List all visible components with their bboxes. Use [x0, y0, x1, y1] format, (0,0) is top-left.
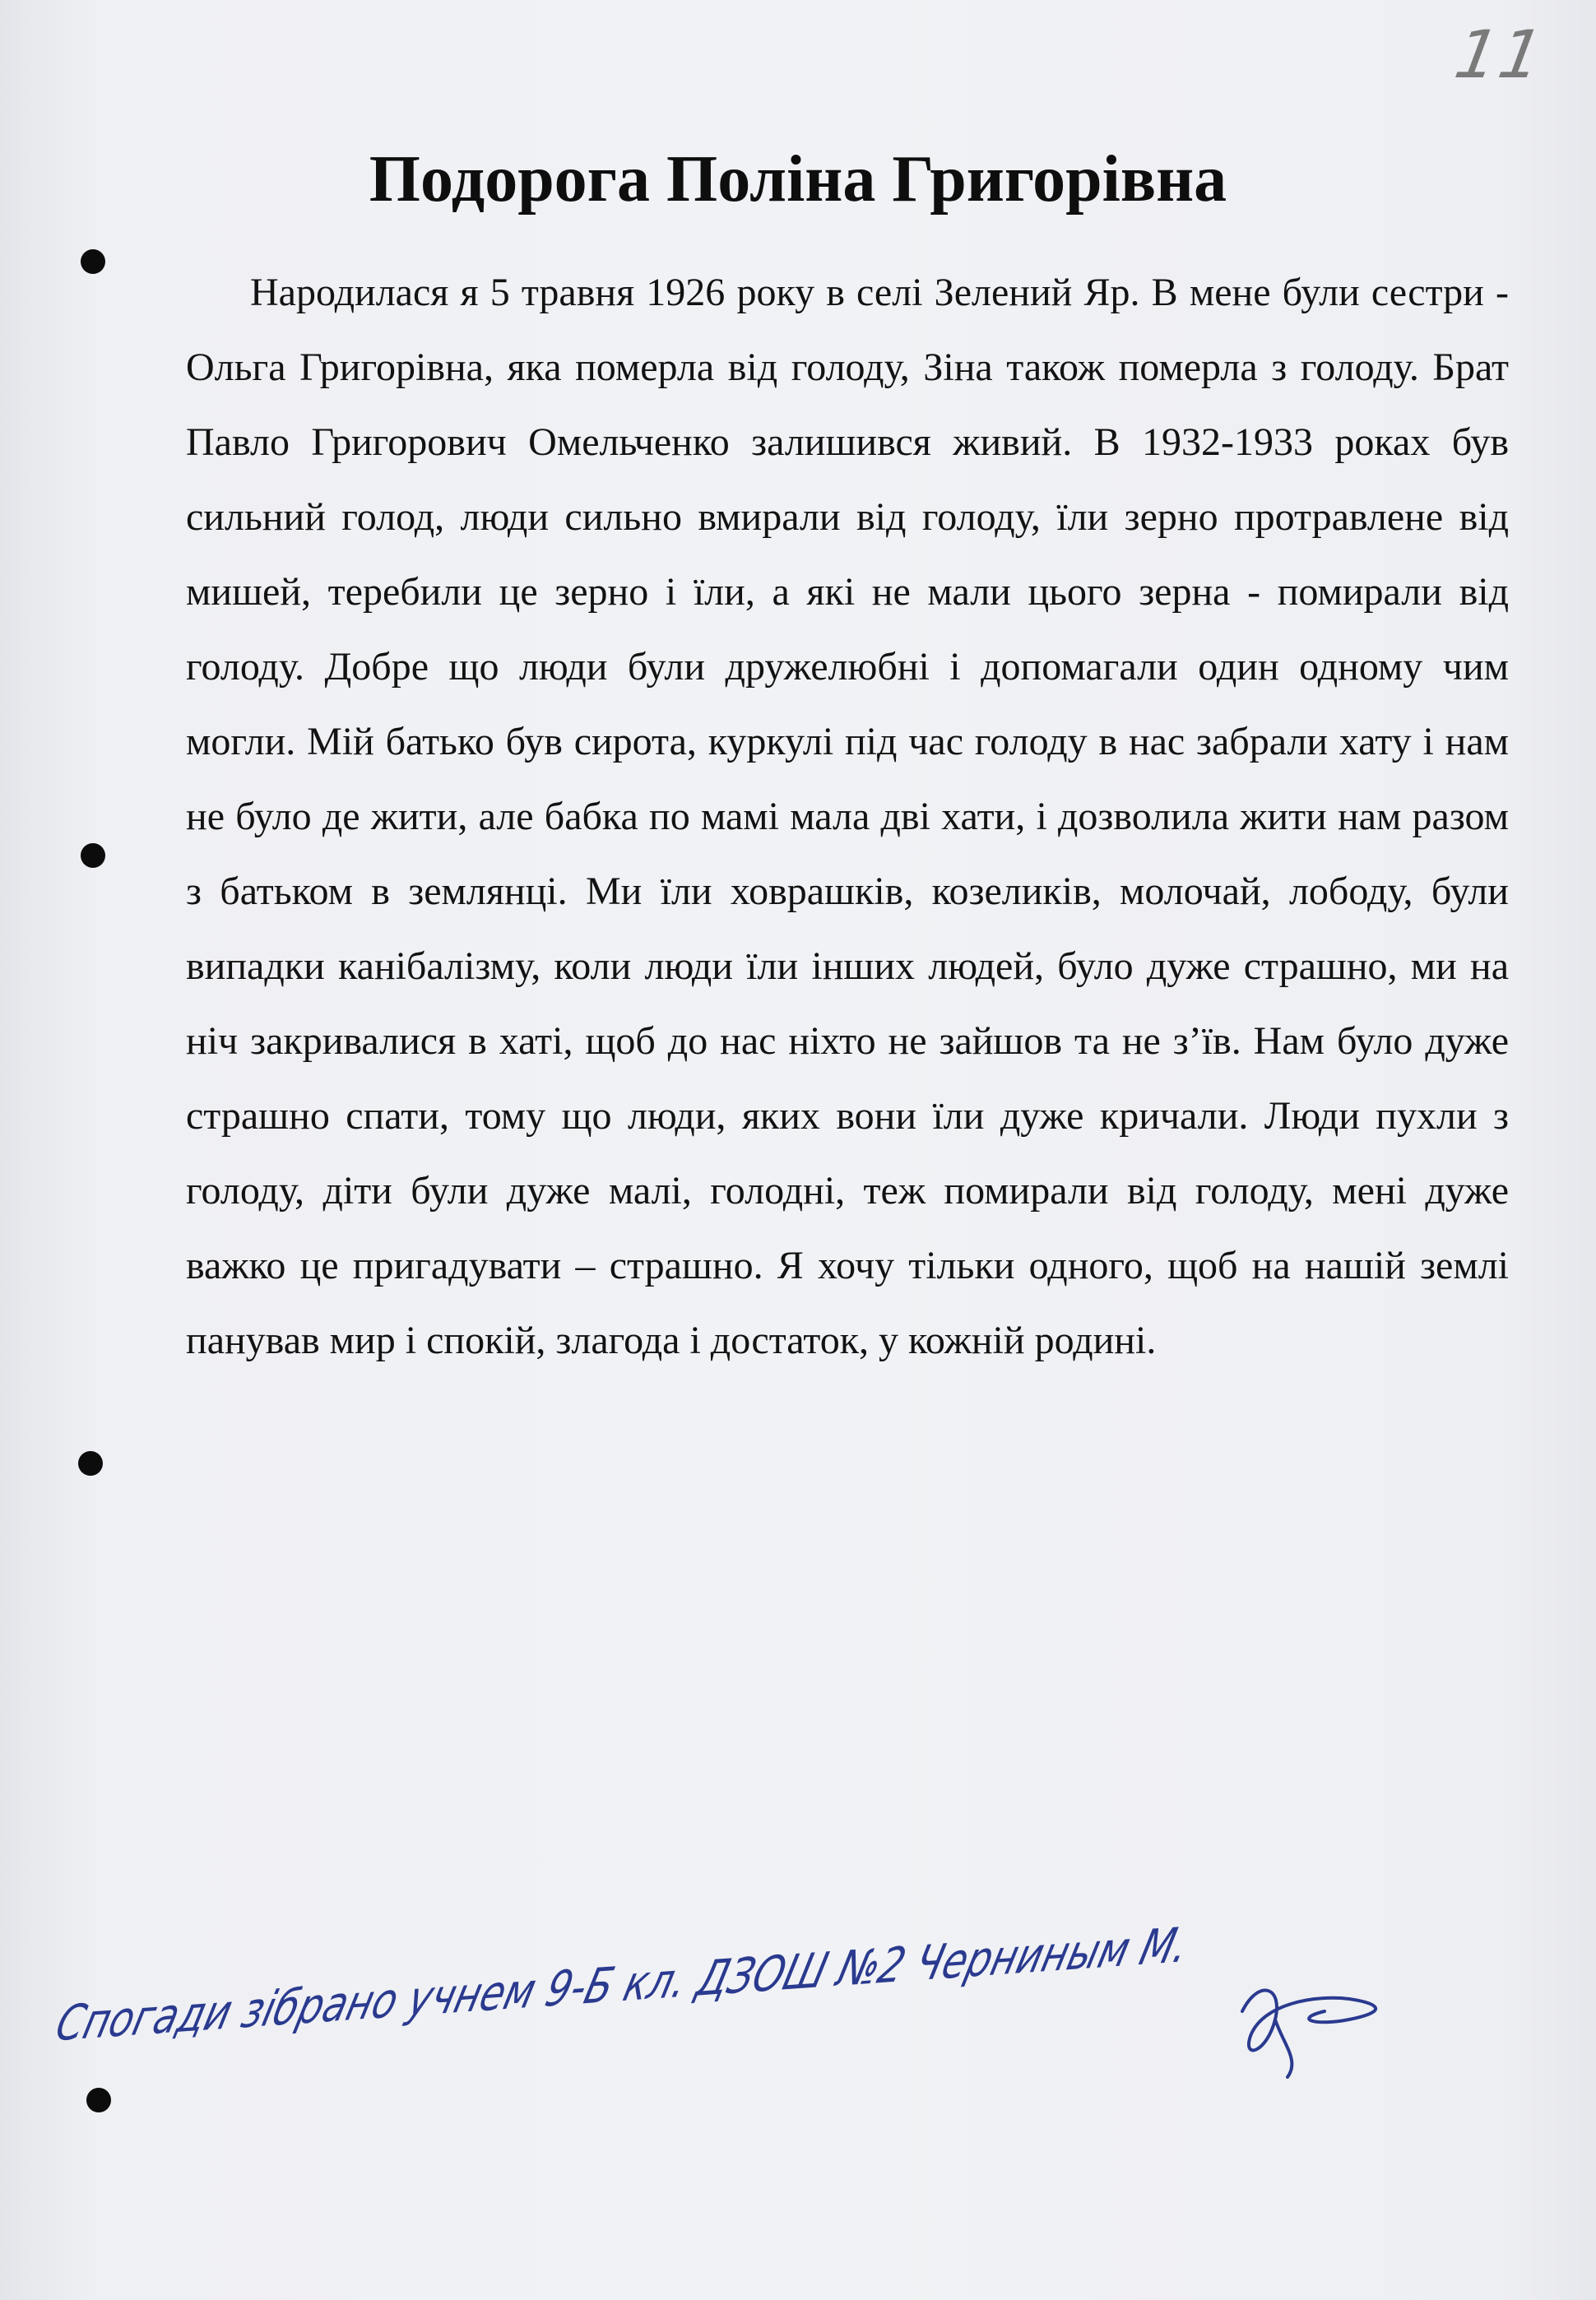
testimony-text: Народилася я 5 травня 1926 року в селі Зелений Яр. В мене були сестри - Ольга Григорівна, яка померла від голоду, Зіна також померла з голоду. Брат Павло Григорович Омельченко залишився живий. В 1932-1933 роках був сильний голод, люди сильно вмирали від голоду, їли зерно протравлене від мишей, теребили це зерно і їли, а які не мали цього зерна - помирали від голоду. Добре що люди були дружелюбні і допомагали один одному чим могли. Мій батько був сирота, куркулі під час голоду в нас забрали хату і нам не було де жити, але бабка по мамі мала дві хати, і дозволила жити нам разом з батьком в землянці. Ми їли ховрашків, козеликів, молочай, лободу, були випадки канібалізму, коли люди їли інших людей, було дуже страшно, ми на ніч закривалися в хаті, щоб до нас ніхто не зайшов та не з’їв. Нам було дуже страшно спати, тому що люди, яких вони їли дуже кричали. Люди пухли з голоду, діти були дуже малі, голодні, теж помирали від голоду, мені дуже важко це пригадувати – страшно. Я хочу тільки одного, щоб на нашій землі панував мир і спокій, злагода і достаток, у кожній родині. [186, 271, 1509, 1362]
punch-hole-middle [81, 843, 105, 868]
signature-scribble [1226, 1962, 1399, 2085]
punch-hole-top [81, 249, 105, 274]
page-number: 11 [1449, 16, 1550, 93]
page-title: Подорога Поліна Григорівна [369, 143, 1227, 216]
handwritten-note: Спогади зібрано учнем 9-Б кл. ДЗОШ №2 Черниным М. [50, 1916, 1195, 2052]
punch-hole-lower [78, 1451, 103, 1476]
punch-hole-bottom [86, 2088, 111, 2112]
